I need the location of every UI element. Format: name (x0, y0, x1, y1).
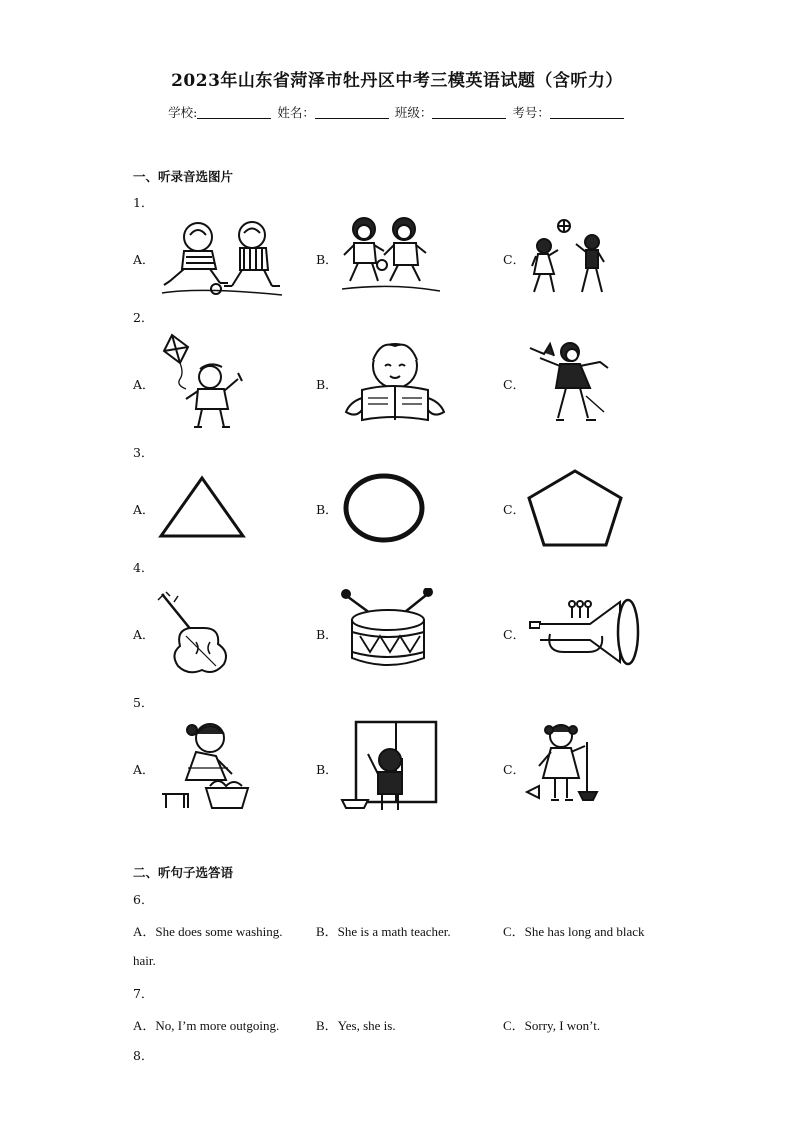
name-label: 姓名： (277, 105, 315, 120)
girl-sweeping-icon (525, 722, 605, 812)
option-label: C． (503, 252, 526, 267)
class-blank (432, 106, 506, 119)
option-label: A． (133, 502, 155, 517)
answer-option: A．She does some washing. (133, 924, 283, 939)
option-label: C． (503, 377, 526, 392)
boy-reading-book-icon (340, 338, 450, 426)
option-label: A． (133, 377, 155, 392)
option-label: C． (503, 502, 526, 517)
question-number: 5． (133, 695, 154, 710)
violin-icon (156, 590, 234, 676)
school-label: 学校: (168, 105, 198, 120)
kids-running-icon (160, 215, 285, 300)
answer-option: B．She is a math teacher. (316, 924, 451, 939)
answer-option: B．Yes, she is. (316, 1018, 396, 1033)
exam-no-label: 考号： (512, 105, 550, 120)
option-label: B． (316, 377, 338, 392)
option-label: B． (316, 762, 338, 777)
girl-washing-clothes-icon (158, 720, 252, 812)
circle-icon (342, 472, 426, 544)
kids-ball-game-icon (530, 218, 610, 298)
option-label: C． (503, 762, 526, 777)
question-number: 7． (133, 986, 154, 1001)
drum-icon (340, 588, 435, 673)
trumpet-icon (528, 596, 650, 668)
answer-option: C．Sorry, I won’t. (503, 1018, 601, 1033)
name-blank (315, 106, 389, 119)
option-label: A． (133, 627, 155, 642)
question-number: 6． (133, 892, 154, 907)
section-heading-listening-pictures: 一、听录音选图片 (133, 169, 234, 184)
option-label: B． (316, 252, 338, 267)
answer-option: A．No, I’m more outgoing. (133, 1018, 280, 1033)
question-number: 4． (133, 560, 154, 575)
option-label: C． (503, 627, 526, 642)
question-number: 1． (133, 195, 154, 210)
question-number: 8． (133, 1048, 154, 1063)
pentagon-icon (526, 468, 624, 548)
class-label: 班级： (394, 105, 433, 120)
question-number: 2． (133, 310, 154, 325)
option-label: A． (133, 762, 155, 777)
kids-football-icon (342, 213, 442, 295)
answer-option: C．She has long and black (503, 924, 645, 939)
question-number: 3． (133, 445, 154, 460)
page-title: 2023年山东省菏泽市牡丹区中考三模英语试题（含听力） (171, 71, 623, 91)
option-label: B． (316, 502, 338, 517)
answer-option-continuation: hair. (133, 953, 156, 968)
section-heading-listening-responses: 二、听句子选答语 (133, 865, 234, 880)
child-cleaning-window-icon (340, 720, 440, 816)
triangle-icon (157, 474, 247, 540)
option-label: A． (133, 252, 155, 267)
boy-flying-kite-icon (158, 333, 250, 433)
option-label: B． (316, 627, 338, 642)
student-info-line (0, 103, 794, 121)
girl-dancing-icon (526, 336, 612, 428)
exam-no-blank (550, 106, 624, 119)
school-blank (197, 106, 271, 119)
